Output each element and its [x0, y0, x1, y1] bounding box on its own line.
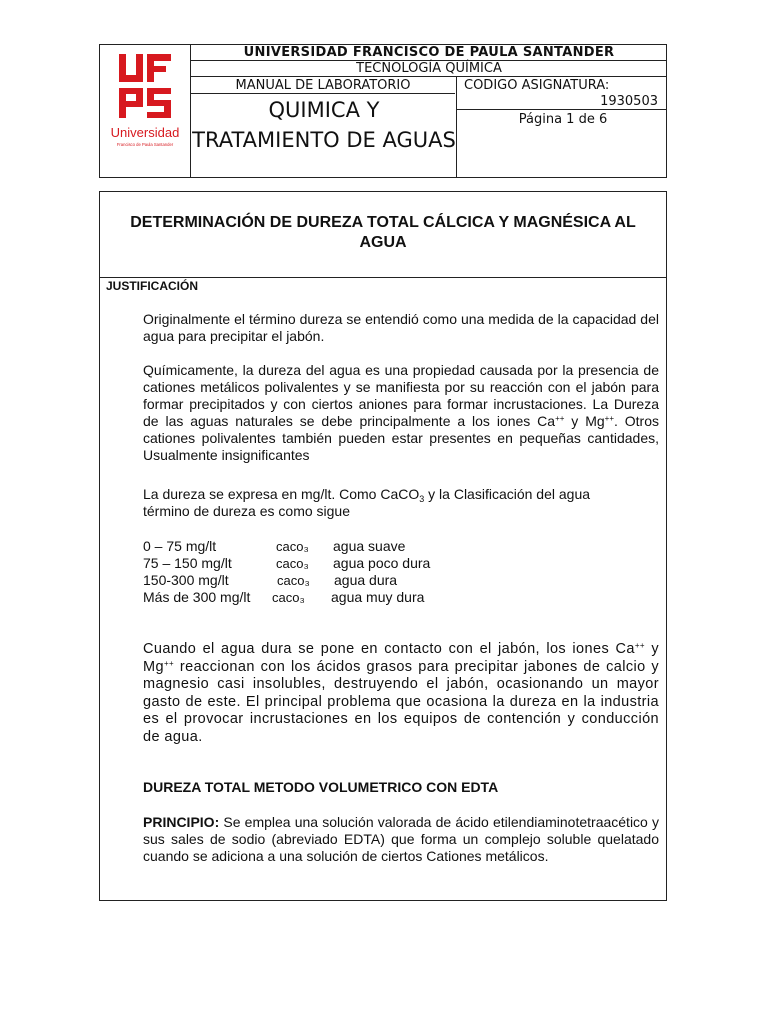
university-logo [100, 45, 190, 177]
logo-cell [100, 45, 191, 177]
hardness-range: Más de 300 mg/lt [143, 589, 251, 605]
principle-text: Se emplea una solución valorada de ácido etilendiaminotetraacético y sus sales de sodio (abreviado EDTA) que forma un complejo soluble quelatado cuando se adiciona a una solución de ciertos Cationes metálicos. [143, 814, 659, 864]
paragraph-4 [143, 641, 659, 746]
code-value: 1930503 [600, 94, 658, 109]
document-header [99, 44, 667, 178]
p2-text-c: . Otros cationes polivalentes también pueden estar presentes en pequeñas cantidades, Usualmente insignificantes [143, 413, 659, 463]
content-box [99, 191, 667, 901]
hardness-type: agua suave [333, 538, 406, 554]
p4-text-b: y Mg [143, 641, 659, 675]
paragraph-3 [143, 486, 603, 520]
hardness-unit: caco₃ [277, 573, 310, 588]
p4-text-a: Cuando el agua dura se pone en contacto con el jabón, los iones Ca [143, 641, 635, 657]
hardness-range: 75 – 150 mg/lt [143, 555, 232, 571]
hardness-unit: caco₃ [276, 556, 309, 571]
principle-label: PRINCIPIO: [143, 814, 220, 830]
p3-text-b: y la Clasificación del agua término de dureza es como sigue [143, 486, 591, 519]
p4-sup-1: ++ [634, 641, 645, 650]
p4-text-c: reaccionan con los ácidos grasos para precipitar jabones de calcio y magnesio casi insolubles, destruyendo el jabón, ocasionando un mayor gasto de este. El principal problema que ocasiona la dureza en la industria es el provocar incrustaciones en los equipos de contención y conducción de agua. [143, 658, 659, 745]
hardness-type: agua muy dura [331, 589, 425, 605]
header-divider [456, 76, 457, 177]
p4-sup-2: ++ [163, 658, 175, 668]
hardness-range: 0 – 75 mg/lt [143, 538, 217, 554]
hardness-unit: caco₃ [272, 590, 305, 605]
title-separator [100, 277, 666, 278]
logo-name: Universidad [110, 125, 180, 140]
p2-sup-2: ++ [604, 414, 614, 423]
hardness-unit: caco₃ [276, 539, 309, 554]
course-title: QUIMICA Y TRATAMIENTO DE AGUAS [192, 98, 456, 152]
hardness-type: agua dura [334, 572, 398, 588]
p3-sub: 3 [419, 494, 425, 504]
university-name: UNIVERSIDAD FRANCISCO DE PAULA SANTANDER [243, 45, 615, 60]
header-rule-4 [456, 109, 667, 110]
p3-text-a: La dureza se expresa en mg/lt. Como CaCO [143, 486, 420, 502]
p2-text-b: y Mg [564, 413, 605, 429]
manual-label: MANUAL DE LABORATORIO [235, 78, 411, 93]
page-number: Página 1 de 6 [518, 112, 608, 127]
program-name: TECNOLOGÍA QUÍMICA [356, 61, 502, 76]
code-label: CODIGO ASIGNATURA: [464, 78, 610, 93]
p2-sup-1: ++ [555, 414, 565, 423]
hardness-range: 150-300 mg/lt [143, 572, 229, 588]
hardness-type: agua poco dura [333, 555, 431, 571]
paragraph-2 [143, 362, 659, 464]
principle-paragraph [143, 814, 659, 865]
paragraph-1: Originalmente el término dureza se entendió como una medida de la capacidad del agua para precipitar el jabón. [143, 311, 659, 344]
justification-heading: JUSTIFICACIÓN [106, 279, 199, 293]
logo-subtitle: Francisco de Paula Santander [116, 142, 174, 147]
document-title: DETERMINACIÓN DE DUREZA TOTAL CÁLCICA Y MAGNÉSICA AL AGUA [130, 214, 636, 251]
p2-text-a: Químicamente, la dureza del agua es una propiedad causada por la presencia de cationes metálicos polivalentes y se manifiesta por su reacción con el jabón para formar precipitados y con ciertos aniones para formar incrustaciones. La Dureza de las aguas naturales se debe principalmente a los iones Ca [143, 362, 659, 429]
section-heading: DUREZA TOTAL METODO VOLUMETRICO CON EDTA [143, 779, 499, 795]
